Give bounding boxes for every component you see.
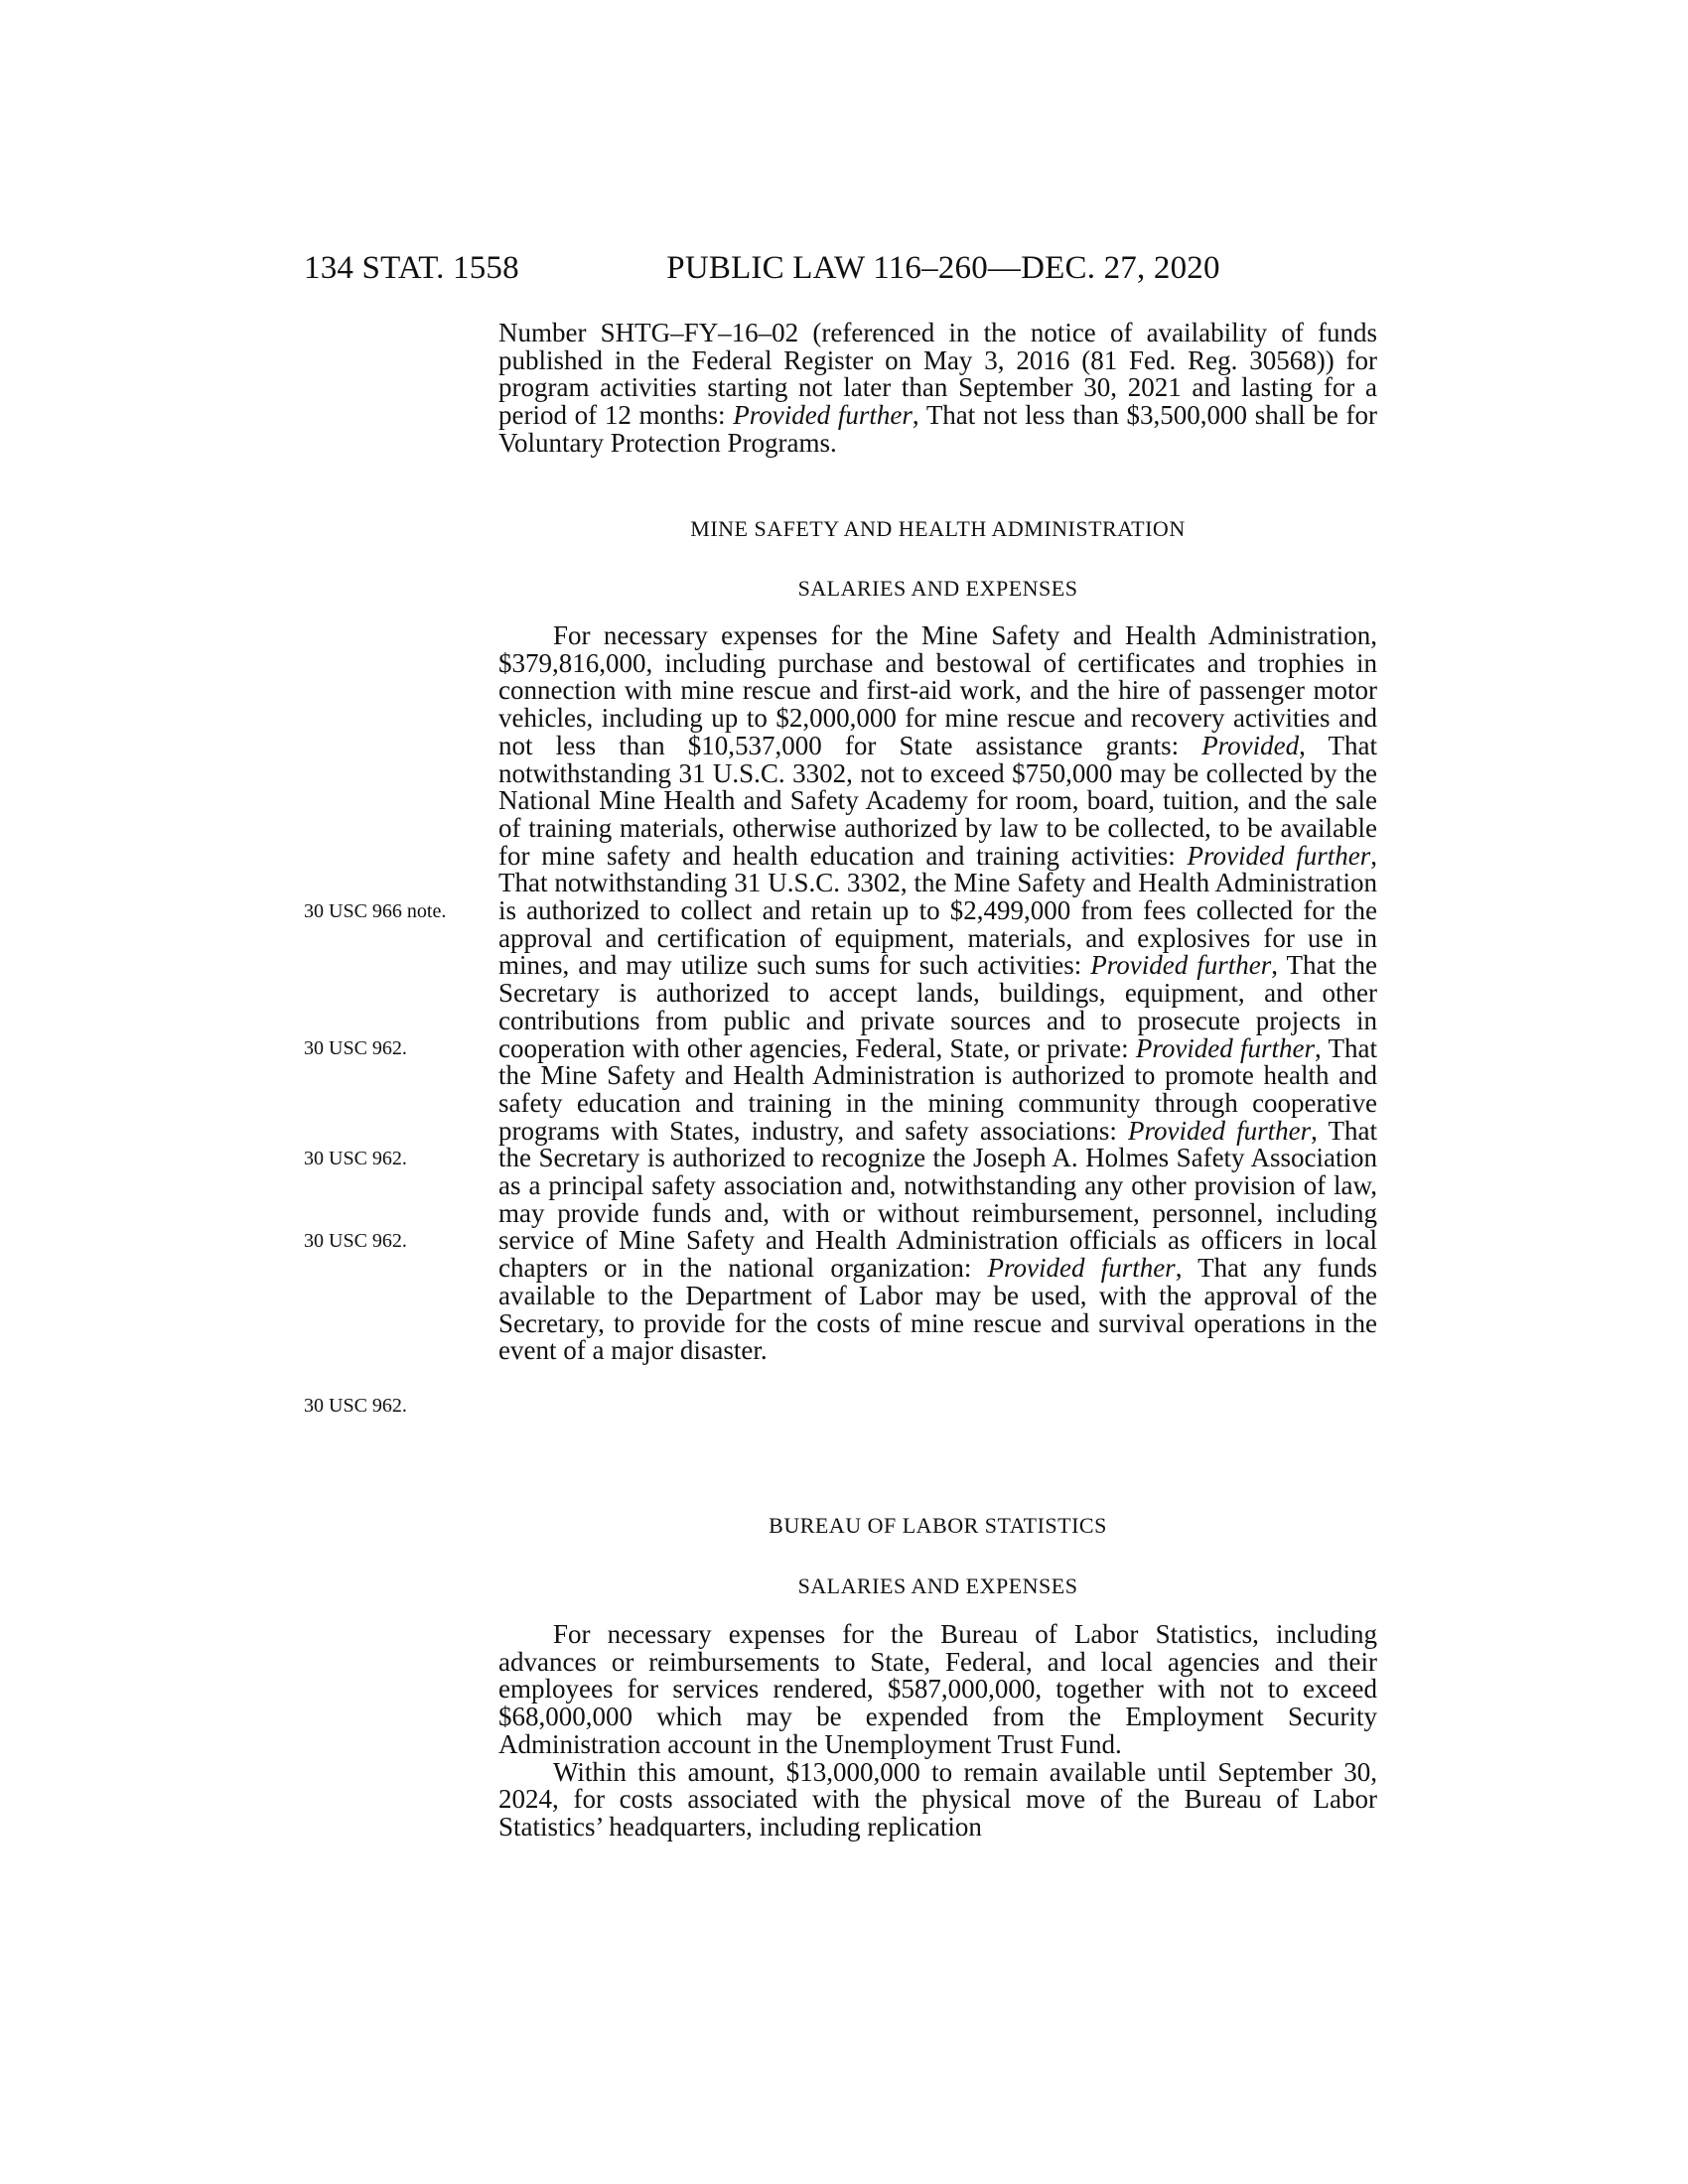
paragraph-text: Within this amount, $13,000,000 to remain available until September 30, 2024, for costs associated with the physical move of the Bureau of Labor Statistics’ headquarters, including replication (498, 1756, 1377, 1842)
paragraph-text: Number SHTG–FY–16–02 (referenced in the notice of availability of funds published in the Federal Register on May 3, 2016 (81 Fed. Reg. 30568)) for program activities starting not later than September 30, 2021 and lasting for a period of 12 months: Provided further, That not less than $3,500,000 shall be for Voluntary Protection Programs. (498, 318, 1378, 458)
section-heading-bls: BUREAU OF LABOR STATISTICS (769, 1513, 1107, 1538)
margin-note: 30 USC 966 note. (304, 900, 447, 922)
paragraph-text: For necessary expenses for the Mine Safety and Health Administration, $379,816,000, including purchase and bestowal of certificates and trophies in connection with mine rescue and first-aid work, and the hire of passenger motor vehicles, including up to $2,000,000 for mine rescue and recovery activities and not less than $10,537,000 for State assistance grants: Provided, That notwithstanding 31 U.S.C. 3302, not to exceed $750,000 may be collected by the National Mine Health and Safety Academy for room, board, tuition, and the sale of training materials, otherwise authorized by law to be collected, to be available for mine safety and health education and training activities: Provided further, That notwithstanding 31 U.S.C. 3302, the Mine Safety and Health Administration is authorized to collect and retain up to $2,499,000 from fees collected for the approval and certification of equipment, materials, and explosives for use in mines, and may utilize such sums for such activities: Provided further, That the Secretary is authorized to accept lands, buildings, equipment, and other contributions from public and private sources and to prosecute projects in cooperation with other agencies, Federal, State, or private: Provided further, That the Mine Safety and Health Administration is authorized to promote health and safety education and training in the mining community through cooperative programs with States, industry, and safety associations: Provided further, That the Secretary is authorized to recognize the Joseph A. Holmes Safety Association as a principal safety association and, notwithstanding any other provision of law, may provide funds and, with or without reimbursement, personnel, including service of Mine Safety and Health Administration officials as officers in local chapters or in the national organization: Provided further, That any funds available to the Department of Labor may be used, with the approval of the Secretary, to provide for the costs of mine rescue and survival operations in the event of a major disaster. (498, 620, 1378, 1366)
subheading-salaries-expenses: SALARIES AND EXPENSES (797, 576, 1078, 601)
margin-note: 30 USC 962. (304, 1148, 407, 1169)
paragraph-bls (498, 1621, 1377, 1842)
subheading-salaries-expenses: SALARIES AND EXPENSES (797, 1573, 1078, 1598)
margin-note: 30 USC 962. (304, 1037, 407, 1059)
paragraph-continuation (498, 320, 1377, 458)
margin-note: 30 USC 962. (304, 1395, 407, 1417)
page-citation: 134 STAT. 1558 (304, 250, 519, 286)
paragraph-text: For necessary expenses for the Bureau of Labor Statistics, including advances or reimbursements to State, Federal, and local agencies and their employees for services rendered, $587,000,000, together with not to exceed $68,000,000 which may be expended from the Employment Security Administration account in the Unemployment Trust Fund. (498, 1619, 1377, 1759)
running-header: PUBLIC LAW 116–260—DEC. 27, 2020 (666, 250, 1220, 286)
paragraph-msha (498, 622, 1377, 1365)
section-heading-msha: MINE SAFETY AND HEALTH ADMINISTRATION (690, 516, 1186, 541)
margin-note: 30 USC 962. (304, 1230, 407, 1252)
